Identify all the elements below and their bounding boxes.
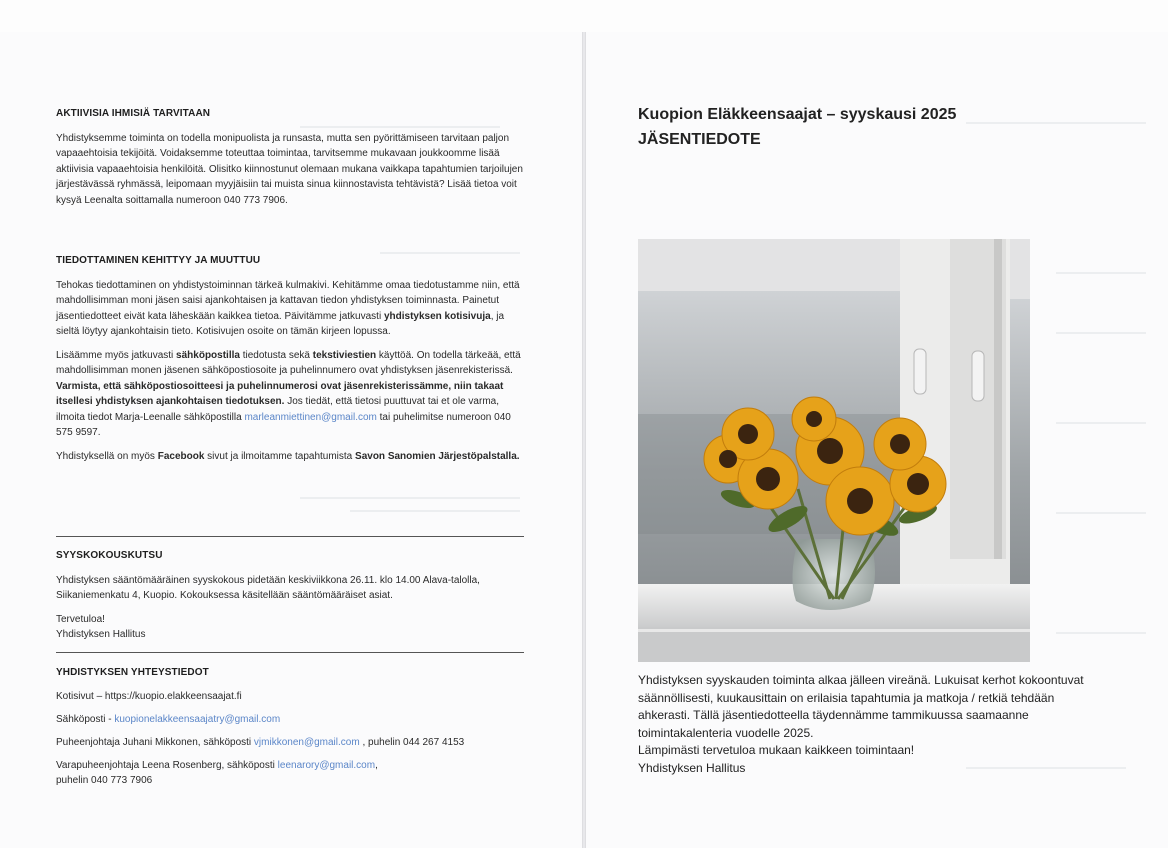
intro-signature: Yhdistyksen Hallitus — [638, 760, 746, 775]
section-volunteers — [56, 106, 524, 216]
intro-welcome: Lämpimästi tervetuloa mukaan kaikkeen toimintaan! — [638, 743, 915, 757]
bold-span: Varmista, että sähköpostiosoitteesi ja puhelinnumerosi ovat jäsenrekisterissämme, niin takaat itsellesi yhdistyksen ajankohtaisen tiedotuksen. — [56, 380, 504, 407]
bold-span: Savon Sanomien Järjestöpalstalla. — [355, 450, 520, 462]
contact-vice-chair — [56, 758, 524, 773]
text-span: , puhelin 044 267 4153 — [359, 737, 465, 748]
bold-span: sähköpostilla — [176, 349, 240, 361]
intro-paragraph: Yhdistyksen syyskauden toiminta alkaa jälleen vireänä. Lukuisat kerhot kokoontuvat säännöllisesti, kuukausittain on erilaisia tapahtumia ja matkoja / retkiä tehdään ahkerasti. Tällä jäsentiedotteella täydennämme tammikuussa saamaanne toimintakalenteria vuodelle 2025. — [638, 673, 1084, 740]
text-span: sivut ja ilmoitamme tapahtumista — [204, 450, 356, 462]
email-link-chair[interactable]: vjmikkonen@gmail.com — [253, 737, 360, 748]
communication-paragraph-3 — [56, 449, 524, 465]
meeting-text: Yhdistyksen sääntömääräinen syyskokous pidetään keskiviikkona 26.11. klo 14.00 Alava-talolla, Siikaniemenkatu 4, Kuopio. Kokouksessa käsitellään sääntömääräiset asiat. — [56, 574, 480, 601]
sunflower-image — [638, 239, 1030, 662]
text-span: tiedotusta sekä — [239, 349, 313, 361]
email-link-association[interactable]: kuopionelakkeensaajatry@gmail.com — [114, 714, 281, 725]
communication-paragraph-1 — [56, 278, 524, 340]
bold-span: tekstiviestien — [312, 349, 377, 361]
text-span: Puheenjohtaja Juhani Mikkonen, sähköposti — [56, 737, 254, 748]
text-span: Sähköposti - — [56, 714, 115, 725]
volunteers-heading: AKTIIVISIA IHMISIÄ TARVITAAN — [56, 108, 211, 119]
text-span: , ja sieltä löytyy ajankohtaisin tieto. Kotisivujen osoite on tämän kirjeen lopussa. — [56, 310, 505, 337]
section-contacts — [56, 665, 524, 788]
meeting-signature: Yhdistyksen Hallitus — [56, 629, 146, 640]
section-communication — [56, 253, 524, 472]
communication-paragraph-2 — [56, 348, 524, 441]
text-span: Yhdistyksellä on myös — [56, 450, 158, 462]
scan-top-band — [0, 0, 1168, 32]
meeting-welcome: Tervetuloa! — [56, 613, 105, 625]
section-divider — [56, 652, 524, 653]
bold-span: yhdistyksen kotisivuja — [383, 310, 491, 322]
text-span: Tehokas tiedottaminen on yhdistystoiminnan tärkeä kulmakivi. Kehitämme omaa tiedotustamme niin, että mahdollisimman moni jäsen saisi ajankohtaisen ja kattavan tiedon yhdistyksen toiminnasta. Painetut jäsentiedotteet eivät kata läheskään kaikkea tietoa. Päivitämme jatkuvasti — [56, 279, 520, 322]
section-divider — [56, 536, 524, 537]
newsletter-subtitle: JÄSENTIEDOTE — [638, 131, 761, 148]
email-link-vice-chair[interactable]: leenarory@gmail.com — [277, 760, 376, 771]
meeting-heading: SYYSKOKOUSKUTSU — [56, 550, 163, 561]
text-span: Jos tiedät, että tietosi puuttuvat tai et ole varma, ilmoita tiedot Marja-Leenalle sähköpostilla — [56, 396, 499, 423]
left-page — [0, 32, 582, 848]
contact-website[interactable]: Kotisivut – https://kuopio.elakkeensaajat.fi — [56, 691, 242, 702]
communication-heading: TIEDOTTAMINEN KEHITTYY JA MUUTTUU — [56, 255, 261, 266]
contact-vice-chair-phone: puhelin 040 773 7906 — [56, 775, 153, 786]
volunteers-text: Yhdistyksemme toiminta on todella monipuolista ja runsasta, mutta sen pyörittämiseen tarvitaan paljon vapaaehtoisia tekijöitä. Voidaksemme toteuttaa toimintaa, tarvitsemme mukavaan joukkoomme lisää aktiivisia vapaaehtoisia henkilöitä. Olisitko kiinnostunut olemaan mukana vaikkapa tapahtumien tarjoilujen järjestävässä ryhmässä, leipomaan myyjäisiin tai muista sinua kiinnostavista tehtävistä? Lisää tietoa voit kysyä Leenalta soittamalla numeroon 040 773 7906. — [56, 132, 523, 206]
section-autumn-meeting — [56, 548, 524, 643]
bold-span: Facebook — [157, 450, 205, 462]
sunflower-photo — [638, 239, 1030, 662]
text-span: , — [375, 760, 378, 771]
right-page — [586, 32, 1168, 848]
contacts-heading: YHDISTYKSEN YHTEYSTIEDOT — [56, 667, 209, 678]
text-span: Lisäämme myös jatkuvasti — [56, 349, 177, 361]
text-span: käyttöä. On todella tärkeää, että mahdollisimman monen jäsenen sähköpostiosoite ja puhelinnumero ovat yhdistyksen jäsenrekisterissä. — [56, 349, 521, 376]
contact-email — [56, 712, 524, 727]
contact-chair — [56, 735, 524, 750]
text-span: tai puhelimitse numeroon 040 575 9597. — [56, 411, 511, 438]
newsletter-title: Kuopion Eläkkeensaajat – syyskausi 2025 — [638, 106, 957, 123]
email-link-marja-leena[interactable]: marleanmiettinen@gmail.com — [244, 411, 377, 423]
intro-text — [638, 672, 1098, 777]
text-span: Varapuheenjohtaja Leena Rosenberg, sähköposti — [56, 760, 278, 771]
